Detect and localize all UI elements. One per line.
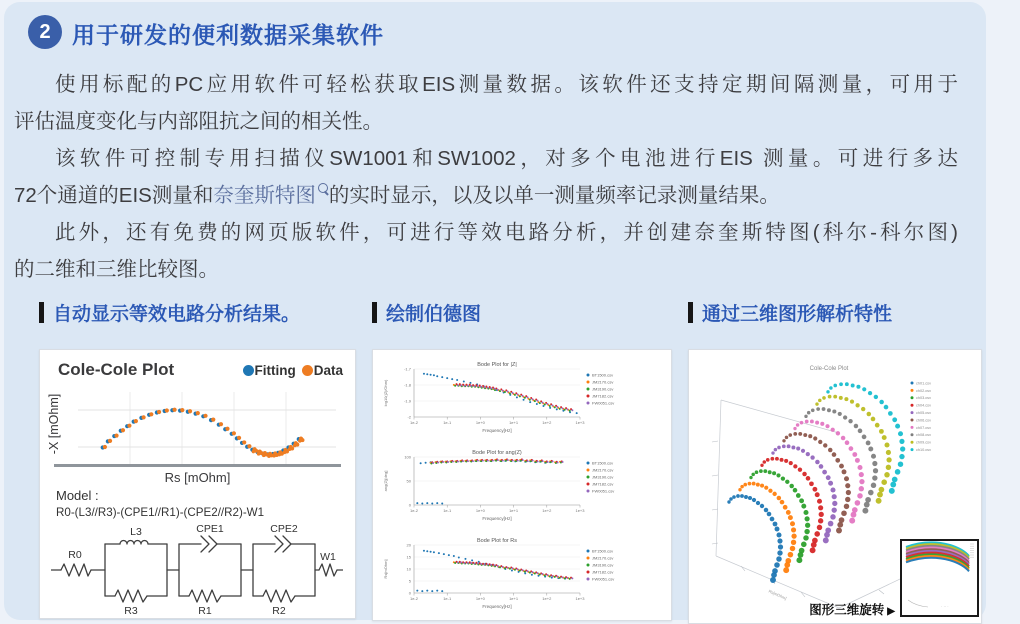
svg-text:50: 50 [406, 478, 411, 484]
svg-text:ch01.csv: ch01.csv [916, 381, 931, 386]
text-line [14, 66, 958, 103]
paragraph-1-line-2: 评估温度变化与内部阻抗之间的相关性。 [14, 110, 383, 133]
cole-cole-chart-title: Cole-Cole Plot [58, 360, 175, 379]
svg-text:1e-2: 1e-2 [409, 508, 419, 513]
svg-text:1e+2: 1e+2 [542, 596, 552, 601]
svg-text:ch10.csv: ch10.csv [916, 448, 931, 452]
text-line [14, 214, 958, 251]
section-number-badge [28, 15, 62, 49]
circuit-label-r2: R2 [272, 605, 286, 617]
intro-paragraphs [14, 66, 958, 288]
svg-text:1e-1: 1e-1 [443, 508, 452, 513]
bode-plots-card [372, 349, 672, 621]
svg-text:20: 20 [406, 542, 411, 548]
svg-text:Rs[mOhm]: Rs[mOhm] [383, 559, 388, 579]
svg-text:ang(Z)[deg]: ang(Z)[deg] [383, 470, 388, 492]
section-marker [39, 302, 44, 323]
svg-text:ch06.csv: ch06.csv [916, 418, 931, 423]
paragraph-2-line-2-post: 的实时显示，以及以单一测量频率记录测量结果。 [328, 184, 780, 207]
svg-text:ch04.csv: ch04.csv [916, 403, 931, 408]
svg-text:BT1500.csv: BT1500.csv [592, 548, 614, 554]
svg-text:ch03.csv: ch03.csv [916, 396, 931, 401]
paragraph-1-line-1: 使用标配的PC应用软件可轻松获取EIS测量数据。该软件还支持定期间隔测量，可用于 [55, 73, 958, 96]
svg-text:1e+1: 1e+1 [509, 508, 519, 513]
svg-text:1e-1: 1e-1 [443, 420, 452, 425]
rotate-3d-label[interactable]: 图形三维旋转 [809, 603, 885, 617]
circuit-label-w1: W1 [320, 551, 336, 563]
svg-text:Cole-Cole Plot: Cole-Cole Plot [809, 366, 849, 372]
rotate-3d-link[interactable] [719, 600, 895, 618]
search-icon [318, 183, 328, 193]
model-formula: R0-(L3//R3)-(CPE1//R1)-(CPE2//R2)-W1 [56, 506, 265, 519]
svg-text:BT1500.csv: BT1500.csv [592, 372, 614, 378]
circuit-label-r3: R3 [124, 605, 138, 617]
section-header-label: 绘制伯德图 [386, 304, 482, 325]
section-marker [688, 302, 693, 323]
svg-text:FW0051.csv: FW0051.csv [592, 488, 615, 494]
svg-text:ch09.csv: ch09.csv [916, 440, 931, 445]
cole-cole-card [39, 349, 356, 619]
svg-text:JM3190.csv: JM3190.csv [592, 386, 614, 392]
svg-text:Frequency[Hz]: Frequency[Hz] [482, 428, 512, 433]
svg-text:-2: -2 [407, 414, 411, 420]
svg-text:JM7182.csv: JM7182.csv [592, 569, 614, 575]
nyquist-glossary-link[interactable] [213, 184, 329, 207]
svg-text:100: 100 [404, 454, 411, 460]
circuit-label-cpe2: CPE2 [270, 523, 298, 535]
paragraph-2-line-2: 72个通道的EIS测量和 [14, 184, 214, 207]
y-axis-label: -X [mOhm] [47, 393, 61, 455]
svg-text:Frequency[Hz]: Frequency[Hz] [482, 516, 512, 521]
section-header-label: 自动显示等效电路分析结果。 [53, 304, 301, 325]
nyquist-link-label[interactable]: 奈奎斯特图 [213, 184, 316, 207]
circuit-label-r0: R0 [68, 549, 82, 561]
play-arrow-icon: ▶ [887, 606, 895, 617]
cole-cole-legend [237, 363, 344, 378]
fitting-legend-label: Fitting [254, 363, 296, 378]
cole-cole-3d-plot [689, 350, 981, 623]
paragraph-2-line-1: 该软件可控制专用扫描仪SW1001和SW1002，对多个电池进行EIS 测量。可进行多达 [55, 147, 958, 170]
svg-text:-1.9: -1.9 [404, 398, 411, 404]
x-axis-label: Rs [mOhm] [164, 470, 231, 485]
svg-text:15: 15 [406, 554, 411, 560]
x-axis-line [54, 464, 341, 467]
svg-text:Rs[mOhm]: Rs[mOhm] [767, 588, 788, 601]
svg-text:Frequency[Hz]: Frequency[Hz] [482, 604, 512, 609]
section-marker [372, 302, 377, 323]
svg-text:1e+0: 1e+0 [475, 596, 485, 601]
svg-text:1e+0: 1e+0 [475, 508, 485, 513]
svg-text:Bode Plot for ang(Z): Bode Plot for ang(Z) [472, 450, 522, 456]
svg-text:1e+1: 1e+1 [509, 596, 519, 601]
circuit-label-l3: L3 [130, 526, 142, 538]
section-header-circuit-analysis [39, 299, 300, 326]
svg-text:Bode Plot for |Z|: Bode Plot for |Z| [477, 362, 517, 368]
svg-text:1e+3: 1e+3 [575, 596, 585, 601]
content-panel [4, 2, 986, 620]
section-header-label: 通过三维图形解析特性 [702, 304, 893, 325]
svg-text:1e-2: 1e-2 [409, 420, 419, 425]
text-line [14, 251, 958, 288]
svg-text:5: 5 [408, 578, 411, 584]
circuit-label-r1: R1 [198, 605, 212, 617]
svg-text:1e+1: 1e+1 [509, 420, 519, 425]
fitting-legend-dot [243, 365, 254, 376]
section-header-bode-plot [372, 299, 481, 326]
cole-cole-3d-card [688, 349, 982, 624]
svg-text:0: 0 [408, 590, 411, 596]
data-legend-label: Data [313, 363, 343, 378]
svg-text:0: 0 [408, 502, 411, 508]
svg-text:1e+0: 1e+0 [475, 420, 485, 425]
svg-text:JM7182.csv: JM7182.csv [592, 393, 614, 399]
svg-text:JM2170.csv: JM2170.csv [592, 379, 614, 385]
text-line [14, 103, 958, 140]
page-title: 用于研发的便利数据采集软件 [72, 22, 384, 48]
svg-text:10: 10 [406, 566, 411, 572]
svg-text:FW0051.csv: FW0051.csv [592, 400, 615, 406]
data-legend-dot [302, 365, 313, 376]
svg-text:Bode Plot for Rs: Bode Plot for Rs [476, 538, 518, 544]
paragraph-3-line-1: 此外，还有免费的网页版软件，可进行等效电路分析，并创建奈奎斯特图(科尔-科尔图) [55, 221, 958, 244]
svg-text:1e+3: 1e+3 [575, 508, 585, 513]
svg-text:1e+2: 1e+2 [542, 508, 552, 513]
svg-text:JM3190.csv: JM3190.csv [592, 562, 614, 568]
bode-plots [374, 351, 670, 619]
svg-text:JM3190.csv: JM3190.csv [592, 474, 614, 480]
svg-text:1e+3: 1e+3 [575, 420, 585, 425]
svg-text:BT1500.csv: BT1500.csv [592, 460, 614, 466]
svg-text:ch08.csv: ch08.csv [916, 433, 931, 438]
text-line [14, 140, 958, 177]
svg-text:JM2170.csv: JM2170.csv [592, 467, 614, 473]
svg-text:ch05.csv: ch05.csv [916, 411, 931, 415]
svg-text:ch07.csv: ch07.csv [916, 425, 931, 430]
model-label: Model : [56, 488, 99, 503]
text-line [14, 177, 958, 214]
paragraph-3-line-2: 的二维和三维比较图。 [14, 258, 219, 281]
cole-cole-plot [78, 388, 336, 464]
svg-text:FW0051.csv: FW0051.csv [592, 576, 615, 582]
svg-text:JM2170.csv: JM2170.csv [592, 555, 614, 561]
equivalent-circuit-diagram [51, 522, 343, 618]
section-number: 2 [39, 20, 51, 43]
svg-text:log10(|Z|/Ohm): log10(|Z|/Ohm) [383, 379, 388, 407]
svg-text:JM7182.csv: JM7182.csv [592, 481, 614, 487]
section-header-3d-graph [688, 299, 892, 326]
svg-text:1e+2: 1e+2 [542, 420, 552, 425]
svg-text:1e-1: 1e-1 [443, 596, 452, 601]
circuit-label-cpe1: CPE1 [196, 523, 224, 535]
svg-text:ch02.csv: ch02.csv [916, 388, 931, 393]
svg-text:-1.7: -1.7 [404, 366, 411, 372]
svg-text:-1.8: -1.8 [404, 382, 411, 388]
svg-text:1e-2: 1e-2 [409, 596, 419, 601]
svg-text:· ·· ·: · ·· · [941, 604, 949, 609]
